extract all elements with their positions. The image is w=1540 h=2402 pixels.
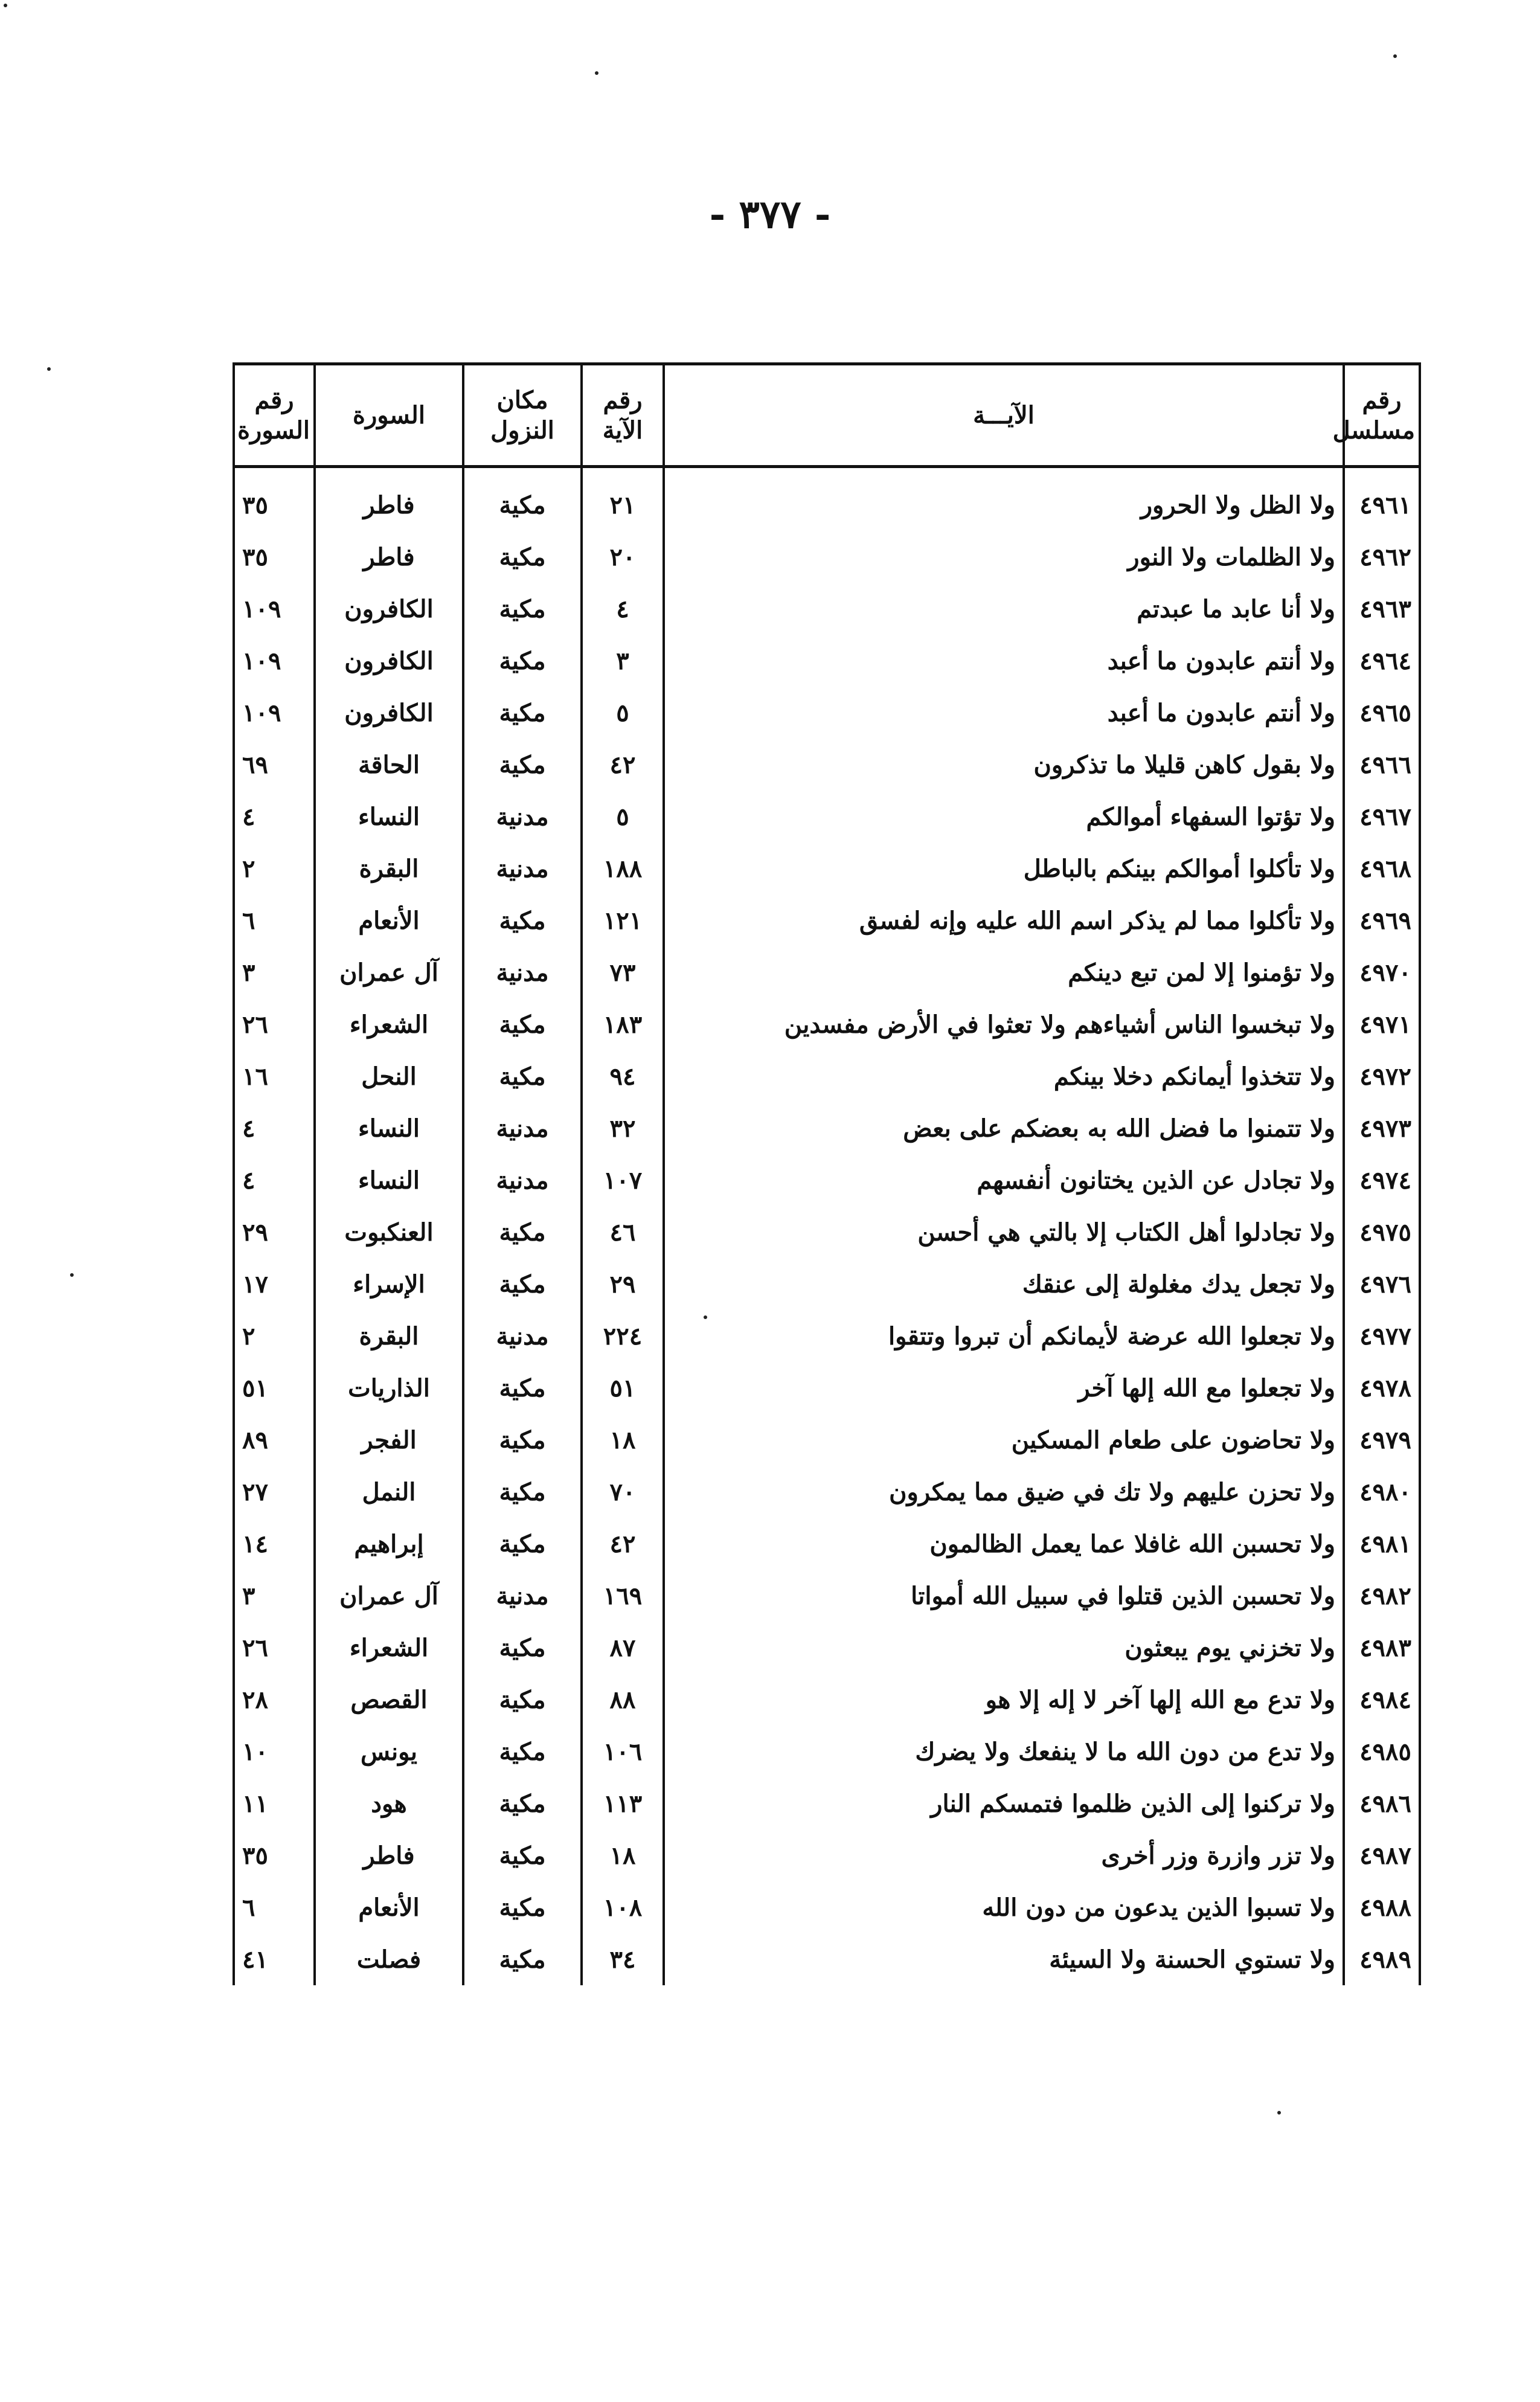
cell-verse: ولا تتمنوا ما فضل الله به بعضكم على بعض <box>664 1102 1344 1154</box>
cell-revelation-place: مدنية <box>463 1310 582 1362</box>
cell-verse: ولا تجادل عن الذين يختانون أنفسهم <box>664 1154 1344 1206</box>
cell-verse: ولا تحسبن الذين قتلوا في سبيل الله أمواتا <box>664 1570 1344 1622</box>
table-row <box>234 1258 1420 1310</box>
cell-serial: ٤٩٧٩ <box>1344 1414 1420 1466</box>
cell-revelation-place: مكية <box>463 583 582 635</box>
table-row <box>234 1310 1420 1362</box>
cell-aya-number: ٧٠ <box>582 1466 664 1518</box>
cell-aya-number: ٤ <box>582 583 664 635</box>
cell-sura: الشعراء <box>315 1622 463 1674</box>
cell-sura-number: ١٧ <box>234 1258 315 1310</box>
scan-speck <box>595 71 598 75</box>
cell-verse: ولا تركنوا إلى الذين ظلموا فتمسكم النار <box>664 1777 1344 1829</box>
cell-serial: ٤٩٦٧ <box>1344 791 1420 843</box>
cell-sura-number: ١٠ <box>234 1726 315 1777</box>
cell-revelation-place: مدنية <box>463 843 582 894</box>
cell-sura-number: ٦٩ <box>234 739 315 791</box>
cell-sura-number: ١٠٩ <box>234 687 315 739</box>
cell-serial: ٤٩٦٢ <box>1344 531 1420 583</box>
table-row <box>234 1777 1420 1829</box>
cell-revelation-place: مكية <box>463 1414 582 1466</box>
table-row <box>234 1518 1420 1570</box>
cell-sura-number: ٦ <box>234 1881 315 1933</box>
cell-revelation-place: مكية <box>463 1829 582 1881</box>
cell-verse: ولا تستوي الحسنة ولا السيئة <box>664 1933 1344 1985</box>
cell-sura-number: ٢٩ <box>234 1206 315 1258</box>
cell-aya-number: ١١٣ <box>582 1777 664 1829</box>
cell-verse: ولا تجعل يدك مغلولة إلى عنقك <box>664 1258 1344 1310</box>
header-verse: الآيـــة <box>664 364 1344 467</box>
table-row <box>234 1726 1420 1777</box>
cell-sura-number: ٣٥ <box>234 467 315 531</box>
cell-verse: ولا تحسبن الله غافلا عما يعمل الظالمون <box>664 1518 1344 1570</box>
table-header <box>234 364 1420 467</box>
cell-verse: ولا تتخذوا أيمانكم دخلا بينكم <box>664 1050 1344 1102</box>
cell-serial: ٤٩٦٦ <box>1344 739 1420 791</box>
cell-sura: الأنعام <box>315 1881 463 1933</box>
cell-serial: ٤٩٦٥ <box>1344 687 1420 739</box>
cell-verse: ولا بقول كاهن قليلا ما تذكرون <box>664 739 1344 791</box>
cell-sura: البقرة <box>315 1310 463 1362</box>
cell-aya-number: ١٢١ <box>582 894 664 946</box>
cell-serial: ٤٩٧٤ <box>1344 1154 1420 1206</box>
page-number: - ٣٧٧ - <box>709 192 831 237</box>
cell-serial: ٤٩٧٨ <box>1344 1362 1420 1414</box>
table-row <box>234 1362 1420 1414</box>
cell-serial: ٤٩٧٧ <box>1344 1310 1420 1362</box>
cell-sura-number: ١١ <box>234 1777 315 1829</box>
header-aya-number: رقم الآية <box>582 364 664 467</box>
cell-serial: ٤٩٨٠ <box>1344 1466 1420 1518</box>
cell-revelation-place: مكية <box>463 1622 582 1674</box>
cell-aya-number: ١٠٧ <box>582 1154 664 1206</box>
cell-aya-number: ١٦٩ <box>582 1570 664 1622</box>
cell-aya-number: ٣٤ <box>582 1933 664 1985</box>
cell-sura-number: ٦ <box>234 894 315 946</box>
cell-serial: ٤٩٧٠ <box>1344 946 1420 998</box>
scan-speck <box>1277 2111 1281 2115</box>
cell-revelation-place: مكية <box>463 1726 582 1777</box>
cell-verse: ولا تحزن عليهم ولا تك في ضيق مما يمكرون <box>664 1466 1344 1518</box>
table-row <box>234 1206 1420 1258</box>
cell-verse: ولا تأكلوا أموالكم بينكم بالباطل <box>664 843 1344 894</box>
cell-sura-number: ٥١ <box>234 1362 315 1414</box>
cell-sura: آل عمران <box>315 1570 463 1622</box>
cell-aya-number: ٢١ <box>582 467 664 531</box>
table-row <box>234 635 1420 687</box>
scan-speck <box>47 367 51 371</box>
cell-verse: ولا تؤمنوا إلا لمن تبع دينكم <box>664 946 1344 998</box>
cell-sura-number: ٢ <box>234 1310 315 1362</box>
cell-sura: إبراهيم <box>315 1518 463 1570</box>
cell-revelation-place: مكية <box>463 687 582 739</box>
cell-revelation-place: مدنية <box>463 791 582 843</box>
cell-revelation-place: مكية <box>463 635 582 687</box>
cell-sura: فاطر <box>315 1829 463 1881</box>
table-row <box>234 946 1420 998</box>
table-row <box>234 687 1420 739</box>
table-row <box>234 467 1420 531</box>
table-row <box>234 531 1420 583</box>
cell-revelation-place: مكية <box>463 1466 582 1518</box>
cell-serial: ٤٩٨٨ <box>1344 1881 1420 1933</box>
header-sura-number: رقم السورة <box>234 364 315 467</box>
table-row <box>234 1414 1420 1466</box>
cell-serial: ٤٩٧٥ <box>1344 1206 1420 1258</box>
cell-serial: ٤٩٨٥ <box>1344 1726 1420 1777</box>
cell-aya-number: ٣٢ <box>582 1102 664 1154</box>
cell-sura-number: ٨٩ <box>234 1414 315 1466</box>
cell-sura: فصلت <box>315 1933 463 1985</box>
cell-verse: ولا تأكلوا مما لم يذكر اسم الله عليه وإنه لفسق <box>664 894 1344 946</box>
cell-verse: ولا تدع مع الله إلها آخر لا إله إلا هو <box>664 1674 1344 1726</box>
table-row <box>234 1466 1420 1518</box>
cell-aya-number: ٩٤ <box>582 1050 664 1102</box>
cell-sura-number: ٤ <box>234 1102 315 1154</box>
cell-aya-number: ٥ <box>582 687 664 739</box>
cell-revelation-place: مدنية <box>463 1154 582 1206</box>
cell-serial: ٤٩٨٣ <box>1344 1622 1420 1674</box>
scan-speck <box>4 4 7 7</box>
cell-revelation-place: مكية <box>463 531 582 583</box>
cell-revelation-place: مدنية <box>463 946 582 998</box>
table-row <box>234 1570 1420 1622</box>
cell-sura: فاطر <box>315 531 463 583</box>
cell-serial: ٤٩٨٩ <box>1344 1933 1420 1985</box>
table-row <box>234 1622 1420 1674</box>
cell-sura: الفجر <box>315 1414 463 1466</box>
cell-revelation-place: مكية <box>463 1881 582 1933</box>
cell-sura-number: ٤١ <box>234 1933 315 1985</box>
cell-verse: ولا الظل ولا الحرور <box>664 467 1344 531</box>
cell-serial: ٤٩٦١ <box>1344 467 1420 531</box>
table-row <box>234 1102 1420 1154</box>
cell-verse: ولا تخزني يوم يبعثون <box>664 1622 1344 1674</box>
cell-verse: ولا تحاضون على طعام المسكين <box>664 1414 1344 1466</box>
cell-serial: ٤٩٦٤ <box>1344 635 1420 687</box>
cell-verse: ولا تجادلوا أهل الكتاب إلا بالتي هي أحسن <box>664 1206 1344 1258</box>
cell-aya-number: ٤٢ <box>582 739 664 791</box>
cell-sura-number: ٢٦ <box>234 998 315 1050</box>
cell-revelation-place: مكية <box>463 1362 582 1414</box>
cell-sura-number: ٣ <box>234 1570 315 1622</box>
cell-sura-number: ١٠٩ <box>234 635 315 687</box>
cell-aya-number: ١٨ <box>582 1414 664 1466</box>
cell-serial: ٤٩٦٣ <box>1344 583 1420 635</box>
cell-revelation-place: مكية <box>463 998 582 1050</box>
cell-sura-number: ٢٧ <box>234 1466 315 1518</box>
table-row <box>234 1881 1420 1933</box>
header-sura: السورة <box>315 364 463 467</box>
cell-sura-number: ٣٥ <box>234 531 315 583</box>
cell-serial: ٤٩٧٦ <box>1344 1258 1420 1310</box>
cell-aya-number: ٢٩ <box>582 1258 664 1310</box>
cell-sura: هود <box>315 1777 463 1829</box>
cell-aya-number: ٨٨ <box>582 1674 664 1726</box>
cell-serial: ٤٩٧١ <box>1344 998 1420 1050</box>
cell-sura-number: ٤ <box>234 1154 315 1206</box>
cell-sura: الكافرون <box>315 635 463 687</box>
cell-sura: النساء <box>315 1154 463 1206</box>
cell-aya-number: ١٨ <box>582 1829 664 1881</box>
cell-sura: الكافرون <box>315 687 463 739</box>
cell-sura-number: ٢ <box>234 843 315 894</box>
cell-serial: ٤٩٧٢ <box>1344 1050 1420 1102</box>
table-row <box>234 1674 1420 1726</box>
table-row <box>234 843 1420 894</box>
cell-sura: فاطر <box>315 467 463 531</box>
table-row <box>234 894 1420 946</box>
cell-revelation-place: مكية <box>463 739 582 791</box>
cell-serial: ٤٩٨٧ <box>1344 1829 1420 1881</box>
table-row <box>234 583 1420 635</box>
cell-sura: النحل <box>315 1050 463 1102</box>
cell-sura: الذاريات <box>315 1362 463 1414</box>
cell-serial: ٤٩٨٢ <box>1344 1570 1420 1622</box>
cell-aya-number: ٢٢٤ <box>582 1310 664 1362</box>
cell-sura-number: ٢٦ <box>234 1622 315 1674</box>
cell-sura: الإسراء <box>315 1258 463 1310</box>
cell-aya-number: ٥١ <box>582 1362 664 1414</box>
cell-aya-number: ٤٢ <box>582 1518 664 1570</box>
cell-aya-number: ١٨٨ <box>582 843 664 894</box>
cell-revelation-place: مدنية <box>463 1102 582 1154</box>
cell-revelation-place: مكية <box>463 1206 582 1258</box>
table-row <box>234 998 1420 1050</box>
cell-verse: ولا تزر وازرة وزر أخرى <box>664 1829 1344 1881</box>
cell-sura-number: ١٦ <box>234 1050 315 1102</box>
cell-revelation-place: مكية <box>463 467 582 531</box>
cell-revelation-place: مكية <box>463 894 582 946</box>
cell-sura: آل عمران <box>315 946 463 998</box>
cell-verse: ولا الظلمات ولا النور <box>664 531 1344 583</box>
cell-aya-number: ٨٧ <box>582 1622 664 1674</box>
cell-aya-number: ٧٣ <box>582 946 664 998</box>
cell-aya-number: ٢٠ <box>582 531 664 583</box>
cell-revelation-place: مكية <box>463 1518 582 1570</box>
cell-revelation-place: مكية <box>463 1933 582 1985</box>
cell-serial: ٤٩٧٣ <box>1344 1102 1420 1154</box>
cell-sura: يونس <box>315 1726 463 1777</box>
cell-sura: الأنعام <box>315 894 463 946</box>
cell-aya-number: ١٠٨ <box>582 1881 664 1933</box>
cell-verse: ولا تبخسوا الناس أشياءهم ولا تعثوا في الأرض مفسدين <box>664 998 1344 1050</box>
cell-revelation-place: مكية <box>463 1674 582 1726</box>
cell-sura: العنكبوت <box>315 1206 463 1258</box>
cell-aya-number: ٥ <box>582 791 664 843</box>
cell-aya-number: ٤٦ <box>582 1206 664 1258</box>
table-row <box>234 1050 1420 1102</box>
verse-index-table <box>233 362 1421 1985</box>
verse-index-table-wrap <box>233 362 1415 2017</box>
cell-sura: النساء <box>315 1102 463 1154</box>
cell-verse: ولا أنتم عابدون ما أعبد <box>664 635 1344 687</box>
header-revelation-place: مكان النزول <box>463 364 582 467</box>
header-row <box>234 364 1420 467</box>
cell-serial: ٤٩٨٦ <box>1344 1777 1420 1829</box>
table-row <box>234 1154 1420 1206</box>
cell-verse: ولا تجعلوا الله عرضة لأيمانكم أن تبروا وتتقوا <box>664 1310 1344 1362</box>
cell-verse: ولا أنا عابد ما عبدتم <box>664 583 1344 635</box>
cell-sura: القصص <box>315 1674 463 1726</box>
cell-aya-number: ٣ <box>582 635 664 687</box>
header-serial: رقم مسلسل <box>1344 364 1420 467</box>
cell-sura-number: ٤ <box>234 791 315 843</box>
cell-verse: ولا تدع من دون الله ما لا ينفعك ولا يضرك <box>664 1726 1344 1777</box>
cell-verse: ولا أنتم عابدون ما أعبد <box>664 687 1344 739</box>
cell-sura: الحاقة <box>315 739 463 791</box>
cell-sura: النمل <box>315 1466 463 1518</box>
scan-speck <box>1393 54 1397 58</box>
cell-aya-number: ١٨٣ <box>582 998 664 1050</box>
cell-sura: الكافرون <box>315 583 463 635</box>
cell-sura-number: ٣ <box>234 946 315 998</box>
table-row <box>234 791 1420 843</box>
cell-serial: ٤٩٨٤ <box>1344 1674 1420 1726</box>
cell-serial: ٤٩٦٨ <box>1344 843 1420 894</box>
cell-sura-number: ١٤ <box>234 1518 315 1570</box>
table-row <box>234 1933 1420 1985</box>
cell-sura: النساء <box>315 791 463 843</box>
table-body <box>234 467 1420 1986</box>
cell-verse: ولا تؤتوا السفهاء أموالكم <box>664 791 1344 843</box>
scan-speck <box>704 1315 707 1319</box>
cell-sura-number: ٢٨ <box>234 1674 315 1726</box>
cell-serial: ٤٩٦٩ <box>1344 894 1420 946</box>
cell-revelation-place: مدنية <box>463 1570 582 1622</box>
cell-verse: ولا تجعلوا مع الله إلها آخر <box>664 1362 1344 1414</box>
cell-aya-number: ١٠٦ <box>582 1726 664 1777</box>
cell-revelation-place: مكية <box>463 1050 582 1102</box>
scan-speck <box>70 1273 74 1277</box>
cell-revelation-place: مكية <box>463 1258 582 1310</box>
cell-sura-number: ٣٥ <box>234 1829 315 1881</box>
cell-revelation-place: مكية <box>463 1777 582 1829</box>
cell-sura: الشعراء <box>315 998 463 1050</box>
cell-serial: ٤٩٨١ <box>1344 1518 1420 1570</box>
cell-verse: ولا تسبوا الذين يدعون من دون الله <box>664 1881 1344 1933</box>
cell-sura-number: ١٠٩ <box>234 583 315 635</box>
table-row <box>234 739 1420 791</box>
table-row <box>234 1829 1420 1881</box>
cell-sura: البقرة <box>315 843 463 894</box>
